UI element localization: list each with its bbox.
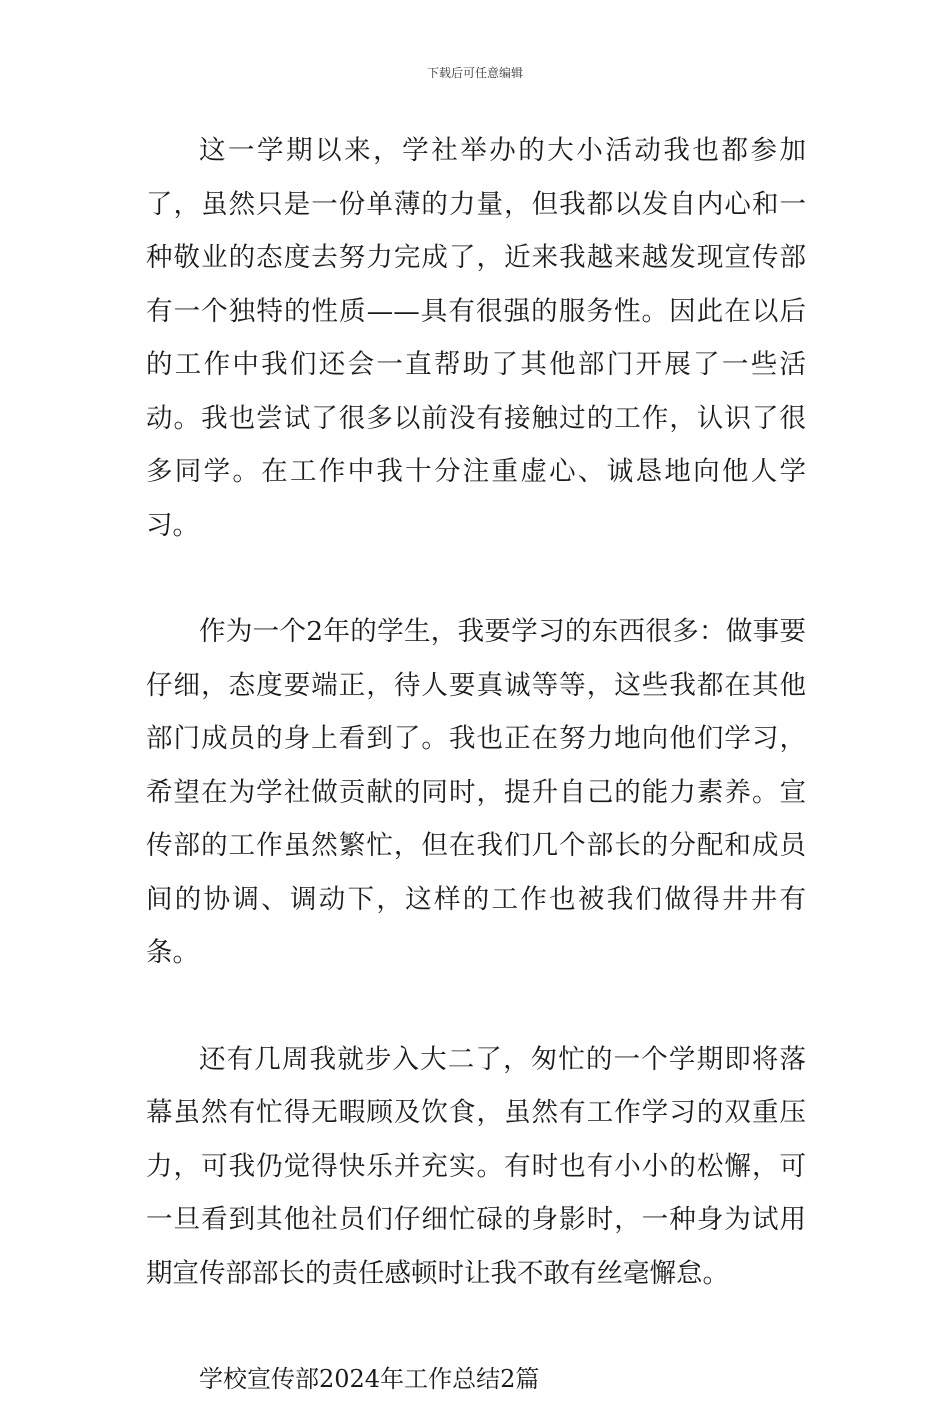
- section-heading: 学校宣传部2024年工作总结2篇: [199, 1365, 540, 1393]
- paragraph-3: 还有几周我就步入大二了，匆忙的一个学期即将落幕虽然有忙得无暇顾及饮食，虽然有工作学习的双重压力，可我仍觉得快乐并充实。有时也有小小的松懈，可一旦看到其他社员们仔细忙碌的身影时，一种身为试用期宣传部部长的责任感顿时让我不敢有丝毫懈怠。: [146, 1043, 806, 1289]
- paragraph-2: 作为一个2年的学生，我要学习的东西很多：做事要仔细，态度要端正，待人要真诚等等，这些我都在其他部门成员的身上看到了。我也正在努力地向他们学习，希望在为学社做贡献的同时，提升自己的能力素养。宣传部的工作虽然繁忙，但在我们几个部长的分配和成员间的协调、调动下，这样的工作也被我们做得井井有条。: [146, 616, 806, 968]
- page-header-note: 下载后可任意编辑: [426, 66, 523, 80]
- paragraph-1: 这一学期以来，学社举办的大小活动我也都参加了，虽然只是一份单薄的力量，但我都以发自内心和一种敬业的态度去努力完成了，近来我越来越发现宣传部有一个独特的性质——具有很强的服务性。因此在以后的工作中我们还会一直帮助了其他部门开展了一些活动。我也尝试了很多以前没有接触过的工作，认识了很多同学。在工作中我十分注重虚心、诚恳地向他人学习。: [146, 135, 806, 541]
- document-body: [146, 124, 806, 1407]
